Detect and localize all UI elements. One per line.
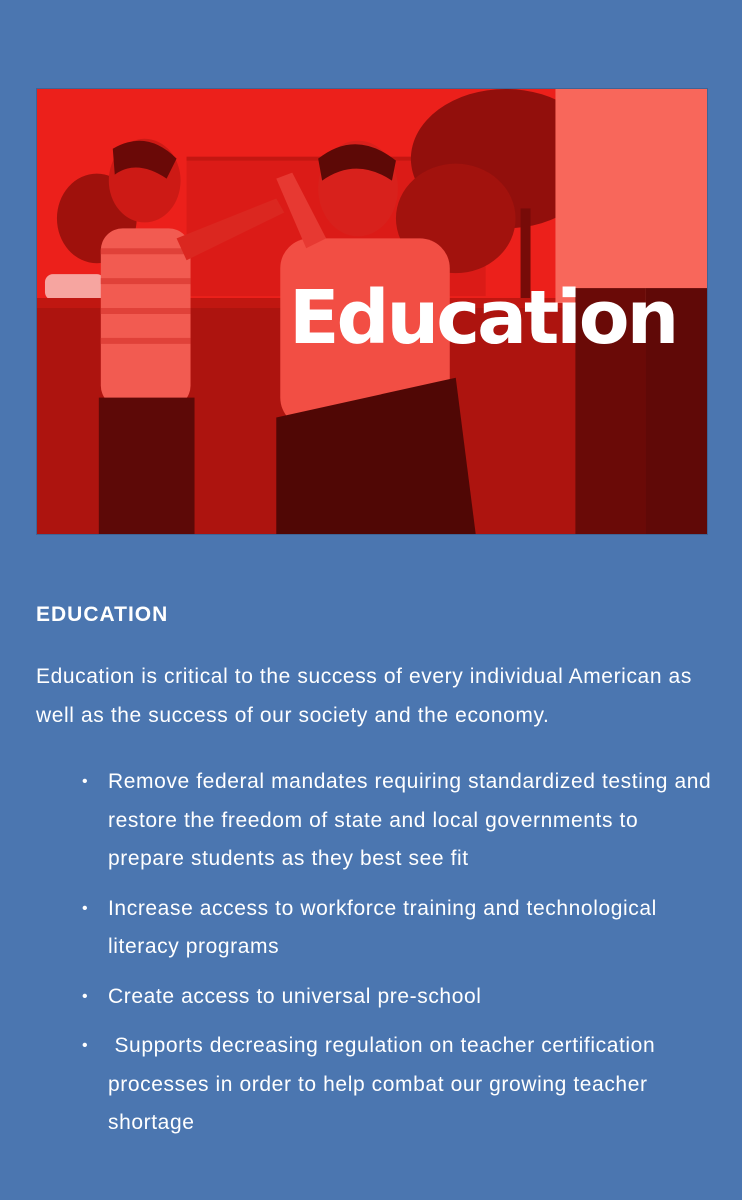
hero-title: Education: [289, 275, 677, 361]
list-item-text: Create access to universal pre-school: [108, 984, 482, 1008]
bullet-icon: •: [82, 773, 89, 790]
list-item: [36, 978, 716, 1017]
list-item: [36, 763, 716, 879]
hero-banner: [36, 88, 708, 535]
bullet-icon: •: [82, 987, 89, 1005]
education-section: [36, 600, 716, 1154]
section-heading: EDUCATION: [36, 603, 169, 626]
list-item-text: Remove federal mandates requiring standardized testing and restore the freedom of state and local governments to prepare students as they best see fit: [108, 770, 712, 870]
bullet-icon: •: [82, 1037, 89, 1054]
bullet-icon: •: [82, 899, 89, 917]
list-item-text: Increase access to workforce training and technological literacy programs: [108, 896, 657, 958]
list-item: [36, 890, 716, 967]
intro-paragraph: Education is critical to the success of every individual American as well as the success of our society and the economy.: [36, 665, 692, 727]
policy-list: [36, 763, 716, 1143]
list-item: [36, 1027, 716, 1143]
list-item-text: Supports decreasing regulation on teacher certification processes in order to help combat our growing teacher shortage: [108, 1034, 662, 1134]
